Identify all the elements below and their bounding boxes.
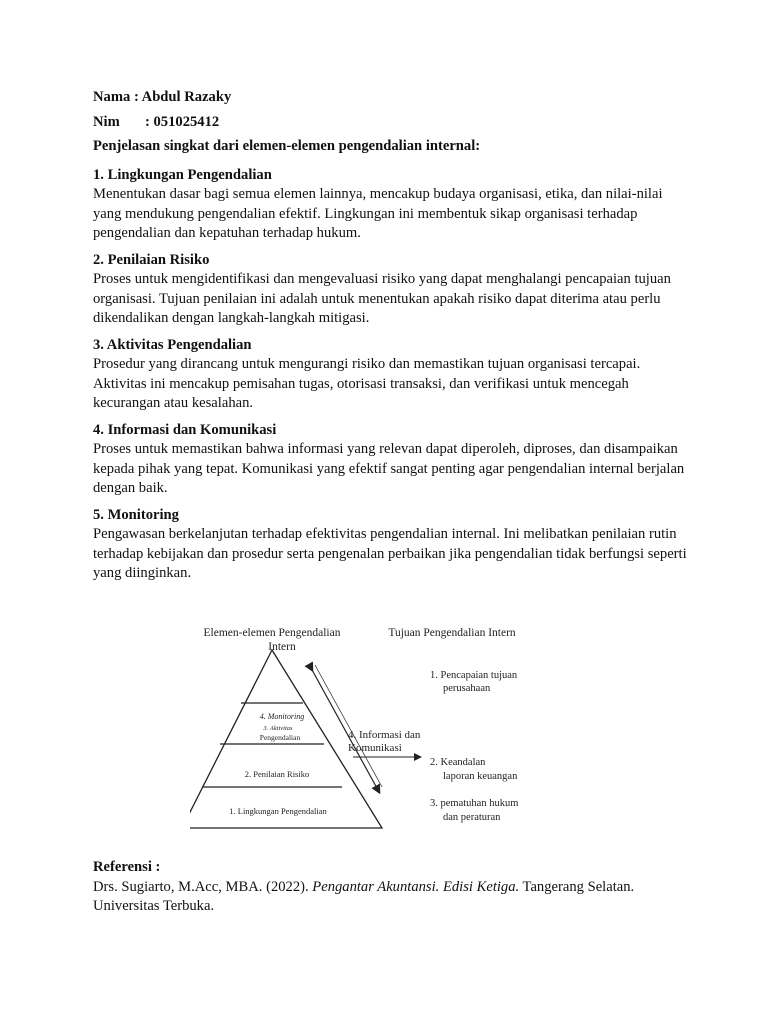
- student-name-line: [93, 88, 693, 108]
- intro-heading: Penjelasan singkat dari elemen-elemen pengendalian internal:: [93, 138, 481, 154]
- level-monitoring: 4. Monitoring: [259, 712, 305, 721]
- level-aktivitas-1: 3. Aktivitas: [263, 725, 293, 732]
- section-informasi: [93, 421, 693, 499]
- internal-control-diagram: [190, 620, 550, 835]
- reference-entry: [93, 878, 693, 917]
- references-section: [93, 858, 693, 917]
- name-label: Nama :: [93, 89, 139, 105]
- goal-3-b: dan peraturan: [443, 812, 501, 823]
- references-heading: Referensi :: [93, 859, 161, 875]
- nim-value: : 051025412: [145, 113, 220, 130]
- section-body: Pengawasan berkelanjutan terhadap efektivitas pengendalian internal. Ini melibatkan penilaian rutin terhadap kebijakan dan prosedur serta pengenalan perbaikan jika pengendalian tidak berfungsi seperti yang diinginkan.: [93, 526, 687, 581]
- info-arrow-shadow: [315, 665, 382, 787]
- section-penilaian-risiko: [93, 251, 693, 329]
- section-lingkungan: [93, 166, 693, 244]
- level-lingkungan: 1. Lingkungan Pengendalian: [229, 806, 327, 816]
- goal-2-b: laporan keuangan: [443, 771, 518, 782]
- goal-1-a: 1. Pencapaian tujuan: [430, 670, 518, 681]
- goal-1-b: perusahaan: [443, 683, 491, 694]
- name-value: Abdul Razaky: [141, 89, 232, 105]
- diagram-svg: [190, 620, 550, 835]
- goal-3-a: 3. pematuhan hukum: [430, 798, 519, 809]
- section-title: 3. Aktivitas Pengendalian: [93, 336, 252, 353]
- section-aktivitas: [93, 336, 693, 414]
- level-risiko: 2. Penilaian Risiko: [244, 769, 310, 779]
- reference-publisher: Tangerang Selatan. Universitas Terbuka.: [93, 878, 635, 914]
- reference-author: Drs. Sugiarto, M.Acc, MBA. (2022).: [93, 878, 313, 895]
- arrow-label-1: 4. Informasi dan: [348, 729, 421, 741]
- section-title: 4. Informasi dan Komunikasi: [93, 421, 277, 438]
- right-title: Tujuan Pengendalian Intern: [388, 627, 516, 639]
- section-title: 5. Monitoring: [93, 506, 179, 523]
- document-body: [93, 88, 693, 591]
- reference-title: Pengantar Akuntansi. Edisi Ketiga.: [312, 878, 520, 895]
- student-nim-line: [93, 113, 693, 133]
- section-title: 2. Penilaian Risiko: [93, 251, 210, 268]
- section-title: 1. Lingkungan Pengendalian: [93, 166, 272, 183]
- nim-label: Nim: [93, 113, 120, 130]
- section-body: Proses untuk mengidentifikasi dan mengevaluasi risiko yang dapat menghalangi pencapaian tujuan organisasi. Tujuan penilaian ini adalah untuk menentukan apakah risiko dapat diterima atau perlu dikendalikan dengan langkah-langkah mitigasi.: [93, 271, 671, 326]
- arrow-label-2: Komunikasi: [348, 742, 402, 754]
- section-body: Prosedur yang dirancang untuk mengurangi risiko dan memastikan tujuan organisasi tercapai. Aktivitas ini mencakup pemisahan tugas, otorisasi transaksi, dan verifikasi untuk mencegah kecurangan atau kesalahan.: [93, 356, 641, 411]
- section-monitoring: [93, 506, 693, 584]
- left-title-1: Elemen-elemen Pengendalian: [203, 627, 341, 639]
- left-title-2: Intern: [268, 641, 296, 653]
- level-aktivitas-2: Pengendalian: [259, 733, 301, 742]
- goal-2-a: 2. Keandalan: [430, 757, 486, 768]
- section-body: Menentukan dasar bagi semua elemen lainnya, mencakup budaya organisasi, etika, dan nilai-nilai yang mendukung pengendalian efektif. Lingkungan ini membentuk sikap organisasi terhadap pengendalian dan kepatuhan terhadap hukum.: [93, 186, 663, 241]
- section-body: Proses untuk memastikan bahwa informasi yang relevan dapat diperoleh, diproses, dan disampaikan kepada pihak yang tepat. Komunikasi yang efektif sangat penting agar pengendalian internal berjalan dengan baik.: [93, 441, 685, 496]
